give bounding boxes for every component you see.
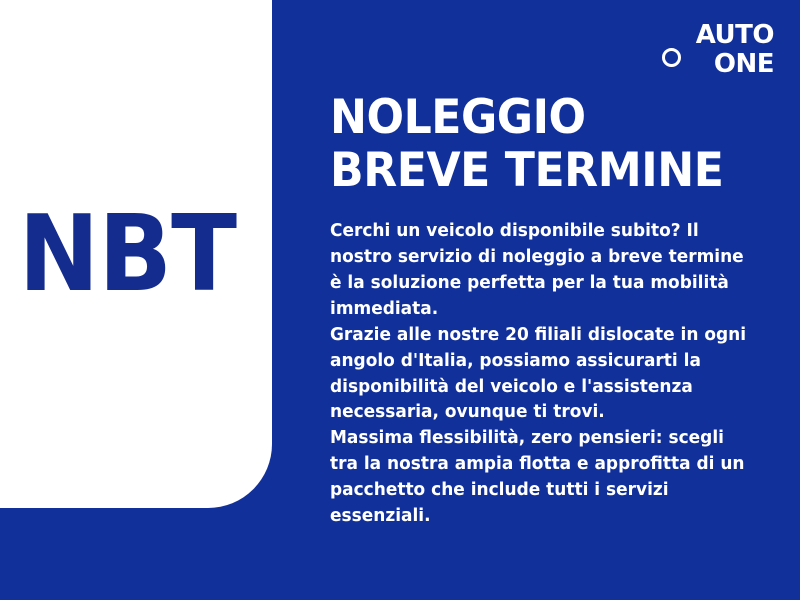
headline-line-1: NOLEGGIO (330, 90, 586, 145)
body-paragraph-1: Cerchi un veicolo disponibile subito? Il nostro servizio di noleggio a breve termine è la soluzione perfetta per la tua mobilità immediata. (330, 221, 744, 319)
brand-logo-line2: ONE (713, 49, 774, 79)
left-white-panel (0, 0, 272, 508)
headline-line-2: BREVE TERMINE (330, 142, 724, 198)
nbt-badge (0, 0, 272, 508)
circle-icon (662, 48, 681, 67)
autoone-logo (662, 22, 774, 84)
nbt-abbreviation-text: NBT (18, 192, 236, 315)
body-paragraph-3: Massima flessibilità, zero pensieri: scegli tra la nostra ampia flotta e approfitta di un pacchetto che include tutti i servizi essenziali. (330, 428, 745, 527)
content-column (330, 92, 762, 530)
brand-logo-line1: AUTO (695, 20, 774, 50)
body-paragraph-2: Grazie alle nostre 20 filiali dislocate in ogni angolo d'Italia, possiamo assicurarti la disponibilità del veicolo e l'assistenza necessaria, ovunque ti trovi. (330, 324, 747, 423)
body-copy (330, 219, 762, 530)
